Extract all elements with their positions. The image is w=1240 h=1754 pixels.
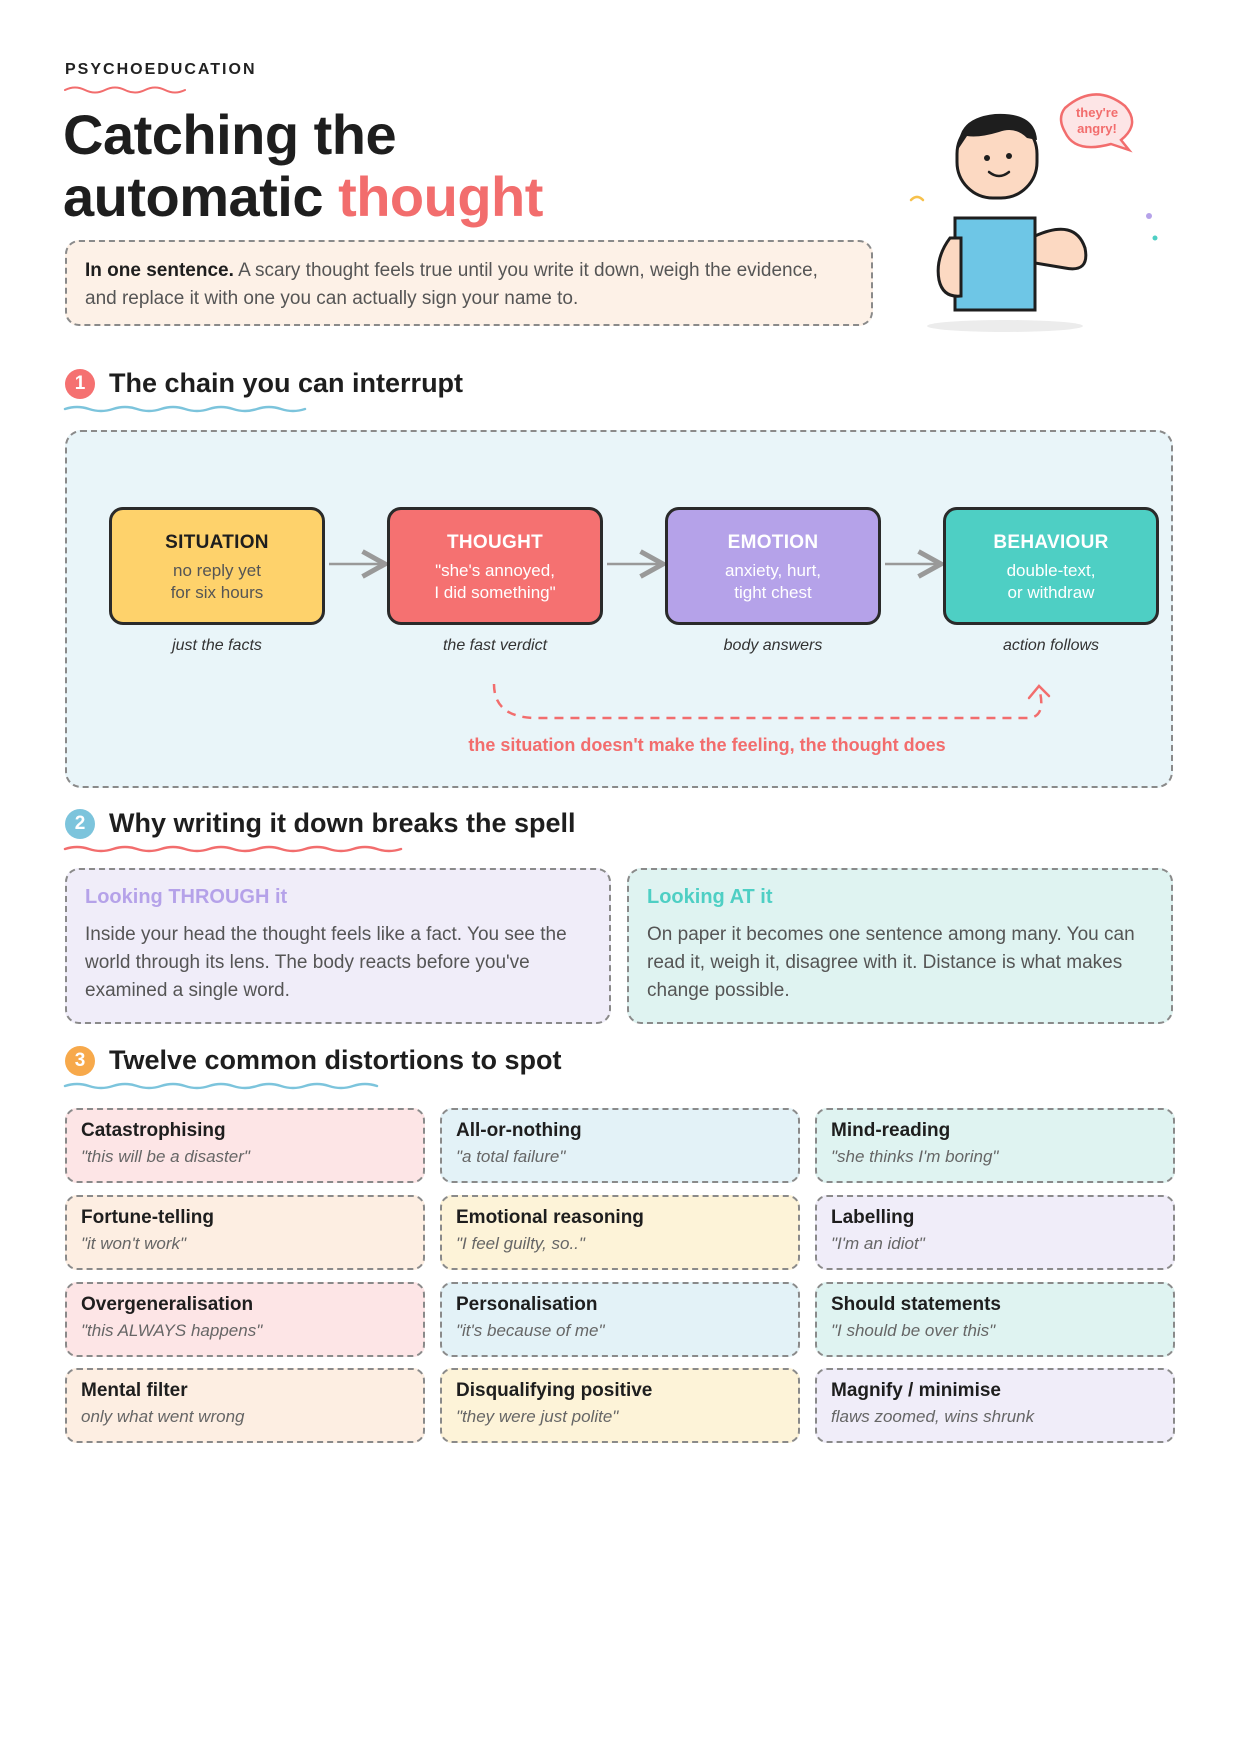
distortion-card [815,1282,1175,1357]
distortion-card [440,1195,800,1270]
card-title: Looking THROUGH it [85,886,288,908]
section-1-number: 1 [65,369,95,399]
summary-lead: In one sentence. [85,260,234,281]
distortion-name: Catastrophising [81,1120,226,1141]
node-desc-line: tight chest [734,583,812,602]
distortion-example: "she thinks I'm boring" [831,1147,999,1166]
loop-note: the situation doesn't make the feeling, the thought does [468,735,946,755]
node-desc-line: "she's annoyed, [435,561,555,580]
distortion-name: Magnify / minimise [831,1380,1001,1401]
title-line-1: Catching the [63,103,397,166]
loop-dashed-arrow [494,684,1041,718]
distortion-name: Mental filter [81,1380,188,1401]
distortion-card [65,1108,425,1183]
node-desc-line: anxiety, hurt, [724,561,822,580]
node-desc [668,560,878,604]
mascot-shadow [927,320,1083,332]
section-2-underline [63,844,413,854]
distortion-example: "it won't work" [81,1234,187,1253]
distortion-name: Disqualifying positive [456,1380,653,1401]
card-looking-at [627,868,1173,1024]
eyebrow-underline [63,84,193,94]
distortion-card [440,1108,800,1183]
card-text: On paper it becomes one sentence among many. You can read it, weigh it, disagree with it. Distance is what makes change possible. [647,924,1135,1001]
node-caption-situation: just the facts [172,637,262,654]
section-3-heading [65,1045,562,1076]
node-caption-behaviour: action follows [1002,637,1100,654]
title-line-2: automatic [63,165,339,228]
section-2-heading [65,808,576,839]
node-desc-line: for six hours [170,583,264,602]
distortion-example: "this will be a disaster" [81,1147,250,1166]
sparkle-arc [911,197,923,200]
mascot-shirt [955,218,1035,310]
section-3-number: 3 [65,1046,95,1076]
distortion-card [815,1195,1175,1270]
distortion-card [440,1282,800,1357]
node-caption-thought: the fast verdict [442,637,548,654]
distortion-example: flaws zoomed, wins shrunk [831,1407,1035,1426]
node-emotion [665,507,881,625]
distortion-name: Emotional reasoning [456,1207,644,1228]
section-2-title: Why writing it down breaks the spell [109,808,576,838]
summary-box [65,240,873,326]
card-text: Inside your head the thought feels like a fact. You see the world through its lens. The body reacts before you've examined a single word. [85,924,567,1001]
distortion-example: "I feel guilty, so.." [456,1234,585,1253]
section-1-heading [65,368,463,399]
loop-arrow-head [1029,686,1049,698]
distortion-name: Fortune-telling [81,1207,214,1228]
distortion-card [815,1108,1175,1183]
mascot-illustration [905,88,1165,338]
summary-text: A scary thought feels true until you write it down, weigh the evidence, and replace it with one you can actually sign your name to. [85,260,818,309]
section-1-title: The chain you can interrupt [109,368,464,398]
sparkle-dot-purple [1146,213,1152,219]
mascot-right-arm [1035,229,1086,269]
distortion-name: All-or-nothing [456,1120,582,1141]
node-desc [946,560,1156,604]
distortion-example: "they were just polite" [456,1407,619,1426]
distortion-example: "a total failure" [456,1147,566,1166]
card-looking-through [65,868,611,1024]
chain-panel [65,430,1173,788]
eyebrow-label: PSYCHOEDUCATION [65,61,257,78]
node-desc-line: I did something" [434,583,556,602]
distortion-card [65,1368,425,1443]
distortion-name: Mind-reading [831,1120,951,1141]
distortion-name: Should statements [831,1294,1001,1315]
distortion-name: Labelling [831,1207,915,1228]
distortion-example: "I'm an idiot" [831,1234,925,1253]
speech-line-1: they're [1075,105,1119,120]
distortion-card [65,1195,425,1270]
section-2-number: 2 [65,809,95,839]
page-title [63,104,543,228]
node-caption-emotion: body answers [723,637,823,654]
card-title: Looking AT it [647,886,773,908]
sparkle-dot-teal [1153,236,1158,241]
section-1-underline [63,404,313,414]
distortion-name: Personalisation [456,1294,598,1315]
node-desc-line: double-text, [1006,561,1096,580]
node-desc-line: no reply yet [173,561,261,580]
node-title: BEHAVIOUR [993,532,1109,553]
node-desc [390,560,600,604]
distortion-name: Overgeneralisation [81,1294,254,1315]
node-title: EMOTION [727,532,819,553]
distortion-example: "I should be over this" [831,1321,996,1340]
node-thought [387,507,603,625]
node-desc-line: or withdraw [1007,583,1095,602]
speech-line-2: angry! [1077,121,1117,136]
node-behaviour [943,507,1159,625]
section-3-underline [63,1081,393,1091]
node-title: THOUGHT [446,532,544,553]
node-situation [109,507,325,625]
distortion-card [440,1368,800,1443]
distortion-example: only what went wrong [81,1407,245,1426]
section-3-title: Twelve common distortions to spot [109,1045,562,1075]
distortion-card [65,1282,425,1357]
distortion-card [815,1368,1175,1443]
node-title: SITUATION [165,532,269,553]
title-accent-word: thought [338,165,543,228]
distortion-example: "it's because of me" [456,1321,605,1340]
distortion-example: "this ALWAYS happens" [81,1321,263,1340]
node-desc [112,560,322,604]
